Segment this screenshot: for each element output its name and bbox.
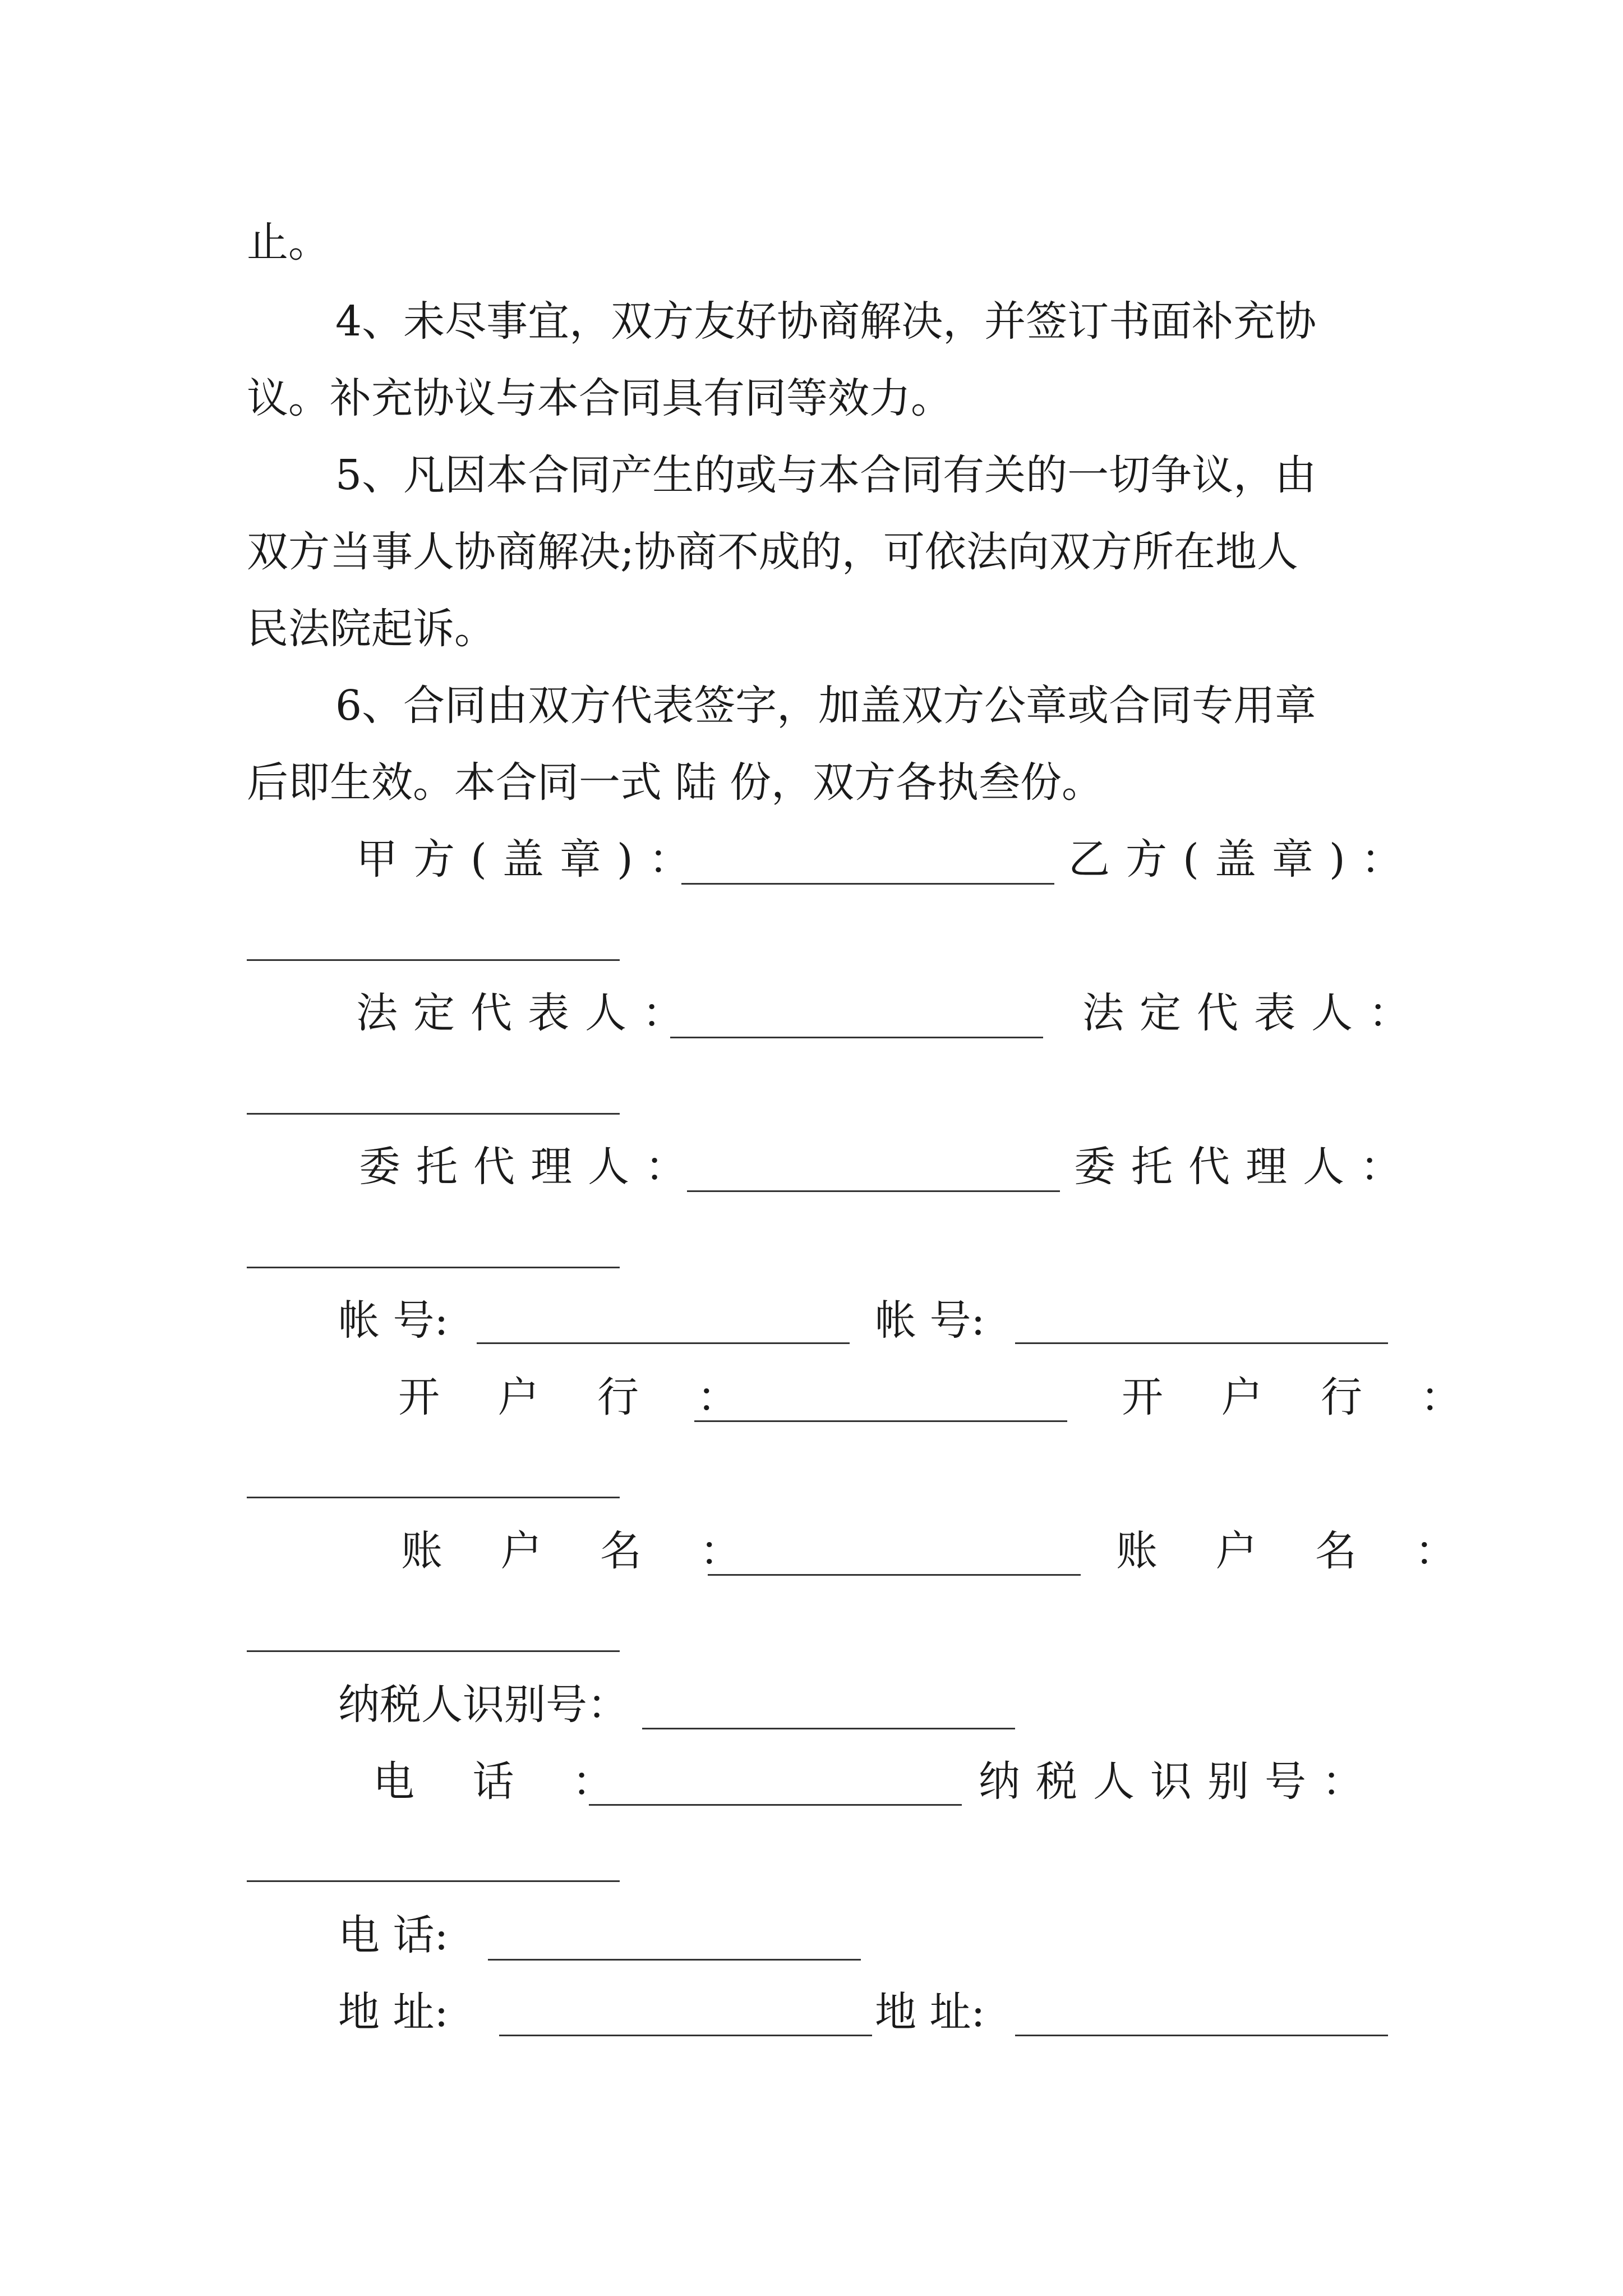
address-b-label: 地 址: bbox=[875, 1988, 985, 2036]
clause-4-line-2: 议。补充协议与本合同具有同等效力。 bbox=[247, 374, 952, 422]
legal-rep-a-label: 法定代表人： bbox=[356, 989, 699, 1037]
party-b-seal-label: 乙方(盖章)： bbox=[1068, 835, 1418, 884]
account-name-a-label: 账 户 名 ： bbox=[401, 1527, 764, 1575]
legal-rep-b-label: 法定代表人： bbox=[1082, 989, 1426, 1037]
clause-4-line-1: 4、未尽事宜，双方友好协商解决，并签订书面补充协 bbox=[335, 297, 1317, 346]
account-name-b-blank[interactable] bbox=[247, 1650, 620, 1652]
agent-b-label: 委托代理人： bbox=[1074, 1143, 1417, 1191]
address-a-blank[interactable] bbox=[499, 2035, 872, 2036]
bank-b-blank[interactable] bbox=[247, 1497, 620, 1498]
bank-a-label: 开 户 行 ： bbox=[398, 1373, 761, 1421]
taxid-a-blank[interactable] bbox=[642, 1728, 1015, 1729]
phone-b-label: 电 话: bbox=[338, 1911, 449, 1959]
account-a-label: 帐 号: bbox=[338, 1296, 449, 1345]
clause-5-line-3: 民法院起诉。 bbox=[247, 605, 496, 653]
party-b-seal-blank[interactable] bbox=[247, 959, 620, 961]
clause-5-line-2: 双方当事人协商解决;协商不成的，可依法向双方所在地人 bbox=[247, 528, 1298, 576]
clause-6-line-1: 6、合同由双方代表签字，加盖双方公章或合同专用章 bbox=[335, 682, 1317, 730]
address-a-label: 地 址: bbox=[338, 1988, 449, 2036]
account-b-label: 帐 号: bbox=[875, 1296, 985, 1345]
legal-rep-a-blank[interactable] bbox=[670, 1037, 1043, 1038]
agent-a-label: 委托代理人： bbox=[359, 1143, 702, 1191]
legal-rep-b-blank[interactable] bbox=[247, 1113, 620, 1115]
party-a-seal-label: 甲方(盖章)： bbox=[356, 835, 706, 884]
taxid-b-blank[interactable] bbox=[247, 1880, 620, 1882]
agent-a-blank[interactable] bbox=[687, 1190, 1060, 1192]
bank-a-blank[interactable] bbox=[694, 1420, 1067, 1422]
phone-a-blank[interactable] bbox=[589, 1804, 962, 1806]
address-b-blank[interactable] bbox=[1015, 2035, 1388, 2036]
taxid-b-label: 纳税人识别号： bbox=[979, 1757, 1379, 1806]
clause-5-line-1: 5、凡因本合同产生的或与本合同有关的一切争议，由 bbox=[335, 451, 1317, 499]
account-b-blank[interactable] bbox=[1015, 1342, 1388, 1344]
phone-a-label: 电 话 ： bbox=[373, 1757, 637, 1806]
clause-6-line-2: 后即生效。本合同一式 陆 份，双方各执叁份。 bbox=[247, 758, 1104, 807]
taxid-a-label: 纳税人识别号： bbox=[338, 1681, 629, 1729]
bank-b-label: 开 户 行 ： bbox=[1122, 1373, 1484, 1421]
account-name-a-blank[interactable] bbox=[708, 1574, 1081, 1576]
account-name-b-label: 账 户 名 ： bbox=[1116, 1527, 1479, 1575]
phone-b-blank[interactable] bbox=[488, 1959, 861, 1961]
agent-b-blank[interactable] bbox=[247, 1267, 620, 1268]
account-a-blank[interactable] bbox=[477, 1342, 850, 1344]
paragraph-continuation: 止。 bbox=[247, 218, 330, 266]
party-a-seal-blank[interactable] bbox=[681, 883, 1054, 885]
